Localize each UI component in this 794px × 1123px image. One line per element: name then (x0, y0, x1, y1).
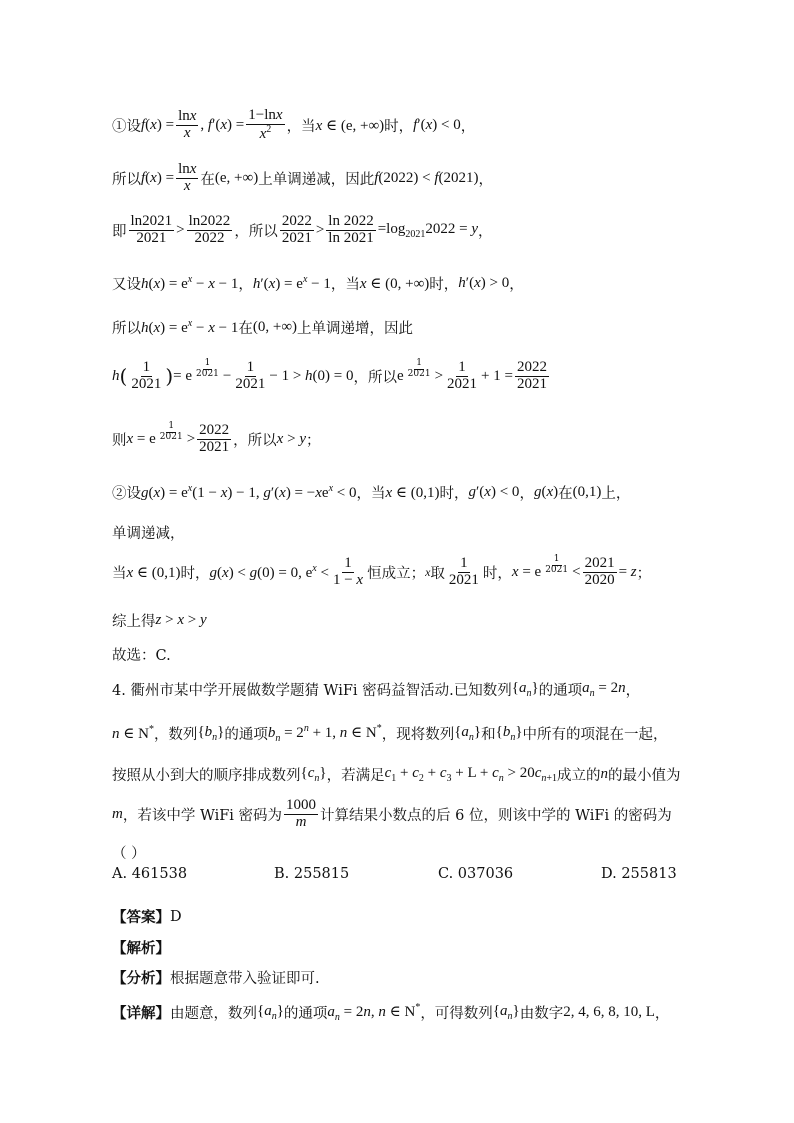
text: ①设 (112, 118, 141, 135)
question-4-line-1: 4. 衢州市某中学开展做数学题猜 WiFi 密码益智活动.已知数列 $\{a_n\}$ 的通项 $a_n = 2n$ ， (112, 680, 641, 699)
detail-line: 【详解】 由题意，数列 $\{a_n\}$ 的通项 $a_n = 2n$, n ∈ N* ，可得数列 $\{a_n\}$ 由数字 2, 4, 6, 8, 10, L ， (112, 1002, 670, 1023)
fenxi-label: 【分析】 (112, 970, 170, 987)
solution-line-1: ①设 f(x) = $\frac{\ln x}{x}$ , f′(x) = $\frac{1-\ln x}{x^2}$ ，当 x ∈ (e, +∞) 时， f′(x) < 0 ， (112, 107, 476, 142)
detail-label: 【详解】 (112, 1005, 170, 1022)
solution-line-2: 所以 f(x) = $\frac{\ln x}{x}$ 在 (e, +∞) 上单调递减，因此 f(2022) < f(2021) ， (112, 161, 494, 194)
solution-line-10: 当 x ∈ (0,1) 时， g(x) < g(0) = 0, $e^x$ < $\frac{1}{1 - x}$ 恒成立； x 取 $\frac{1}{2021}$ 时， x = e $\frac{1}{2021}$ < $\frac{2021}{2020}$ = z ； (112, 554, 652, 588)
solution-line-4: 又设 $h(x) = e^x - x - 1$ ， $h'(x) = e^x - 1$ ，当 x ∈ (0, +∞) 时， h′(x) > 0 ， (112, 274, 524, 293)
answer-value: D (170, 908, 182, 925)
question-4-line-3: 按照从小到大的顺序排成数列 $\{c_n\}$ ，若满足 $c_1 + c_2 + c_3 + L + c_n > 20c_{n+1}$ 成立的 n 的最小值为 (112, 765, 681, 784)
solution-line-3: 即 $\frac{\ln 2021}{2021}$ > $\frac{\ln 2022}{2022}$ ，所以 $\frac{2022}{2021}$ > $\frac{\ln 2022}{\ln 2021}$ $=\log_{2021}2022 = y$ ， (112, 213, 493, 246)
question-4-line-2: n ∈ N* ，数列 $\{b_n\}$ 的通项 $b_n = 2^n + 1$, n ∈ N* ，现将数列 $\{a_n\}$ 和 $\{b_n\}$ 中所有的项混在一起， (112, 723, 668, 744)
analysis-line (112, 937, 170, 958)
answer-blank: （ ） (112, 846, 146, 862)
solution-line-6: h ( $\frac{1}{2021}$ ) = e $\frac{1}{2021}$ − $\frac{1}{2021}$ − 1 > h(0) = 0 ，所以 e $\frac{1}{2021}$ > $\frac{1}{2021}$ + 1 = $\frac{2022}{2021}$ (112, 358, 547, 392)
answer-label: 【答案】 (112, 909, 170, 926)
question-4-line-4: m ，若该中学 WiFi 密码为 $\frac{1000}{m}$ 计算结果小数点的后 6 位，则该中学的 WiFi 的密码为 (112, 797, 672, 830)
analysis-label: 【解析】 (112, 940, 170, 957)
fenxi-text: 根据题意带入验证即可. (170, 971, 320, 987)
solution-line-9: 单调递减， (112, 526, 185, 542)
option-b: B. 255815 (274, 866, 350, 882)
option-c: C. 037036 (438, 866, 514, 882)
answer-line (112, 906, 182, 927)
option-d: D. 255813 (601, 866, 677, 882)
option-a: A. 461538 (112, 866, 188, 882)
solution-line-12: 故选：C. (112, 648, 171, 664)
solution-line-5: 所以 $h(x) = e^x - x - 1$ 在 (0, +∞) 上单调递增，因此 (112, 318, 414, 337)
solution-line-11: 综上得 z > x > y (112, 612, 207, 630)
fenxi-line (112, 967, 320, 988)
solution-line-7: 则 x = e $\frac{1}{2021}$ > $\frac{2022}{2021}$ ，所以 x > y ； (112, 421, 321, 455)
solution-line-8: ②设 $g(x) = e^x(1 - x) - 1$, $g'(x) = -xe^x < 0$ ，当 x ∈ (0,1) 时， g′(x) < 0 ， g(x) 在 (0,1) 上， (112, 483, 631, 502)
